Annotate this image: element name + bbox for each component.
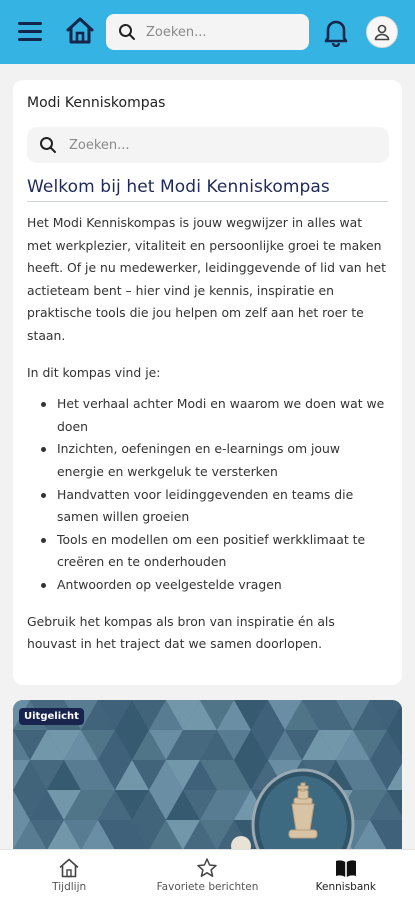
home-icon: [58, 857, 80, 879]
top-search-bar[interactable]: [106, 14, 309, 50]
featured-badge: Uitgelicht: [19, 708, 84, 725]
nav-kennisbank[interactable]: [277, 850, 415, 900]
home-icon[interactable]: [64, 15, 96, 47]
nav-label: Favoriete berichten: [156, 881, 259, 893]
list-item: Handvatten voor leidinggevenden en teams die samen willen groeien: [57, 484, 388, 529]
card-search-bar[interactable]: [27, 127, 389, 163]
top-search-input[interactable]: [146, 25, 296, 40]
book-icon: [334, 857, 358, 879]
list-item: Tools en modellen om een positief werkklimaat te creëren en te onderhouden: [57, 529, 388, 574]
bottom-navigation: [0, 849, 415, 900]
list-item: Inzichten, oefeningen en e-learnings om jouw energie en werkgeluk te versterken: [57, 438, 388, 483]
nav-tijdlijn[interactable]: [0, 850, 138, 900]
search-icon: [118, 23, 136, 41]
list-item: Het verhaal achter Modi en waarom we doen wat we doen: [57, 393, 388, 438]
outro-paragraph: Gebruik het kompas als bron van inspiratie én als houvast in het traject dat we samen doorlopen.: [27, 613, 335, 652]
feature-list: [27, 393, 388, 596]
top-app-bar: [0, 0, 415, 64]
intro-paragraph: Het Modi Kenniskompas is jouw wegwijzer in alles wat met werkplezier, vitaliteit en persoonlijke groei te maken heeft. Of je nu medewerker, leidinggevende of lid van het actieteam bent – hier vind je kennis, inspiratie en praktische tools die jou helpen om zelf aan het roer te staan.: [27, 215, 386, 343]
list-intro: In dit kompas vind je:: [27, 364, 161, 380]
nav-favoriete-berichten[interactable]: [138, 850, 276, 900]
user-icon: [373, 23, 391, 41]
avatar[interactable]: [366, 16, 398, 48]
bell-icon[interactable]: [322, 17, 350, 47]
page-title: Modi Kenniskompas: [27, 95, 166, 111]
kenniskompas-card: [13, 80, 402, 685]
star-icon: [196, 857, 218, 879]
list-item: Antwoorden op veelgestelde vragen: [57, 574, 388, 597]
menu-icon[interactable]: [18, 17, 46, 47]
search-icon: [39, 136, 57, 154]
nav-label: Kennisbank: [315, 881, 376, 893]
card-search-input[interactable]: [69, 138, 359, 153]
welcome-heading: Welkom bij het Modi Kenniskompas: [27, 177, 388, 202]
nav-label: Tijdlijn: [52, 881, 87, 893]
featured-post-card[interactable]: [13, 700, 402, 850]
